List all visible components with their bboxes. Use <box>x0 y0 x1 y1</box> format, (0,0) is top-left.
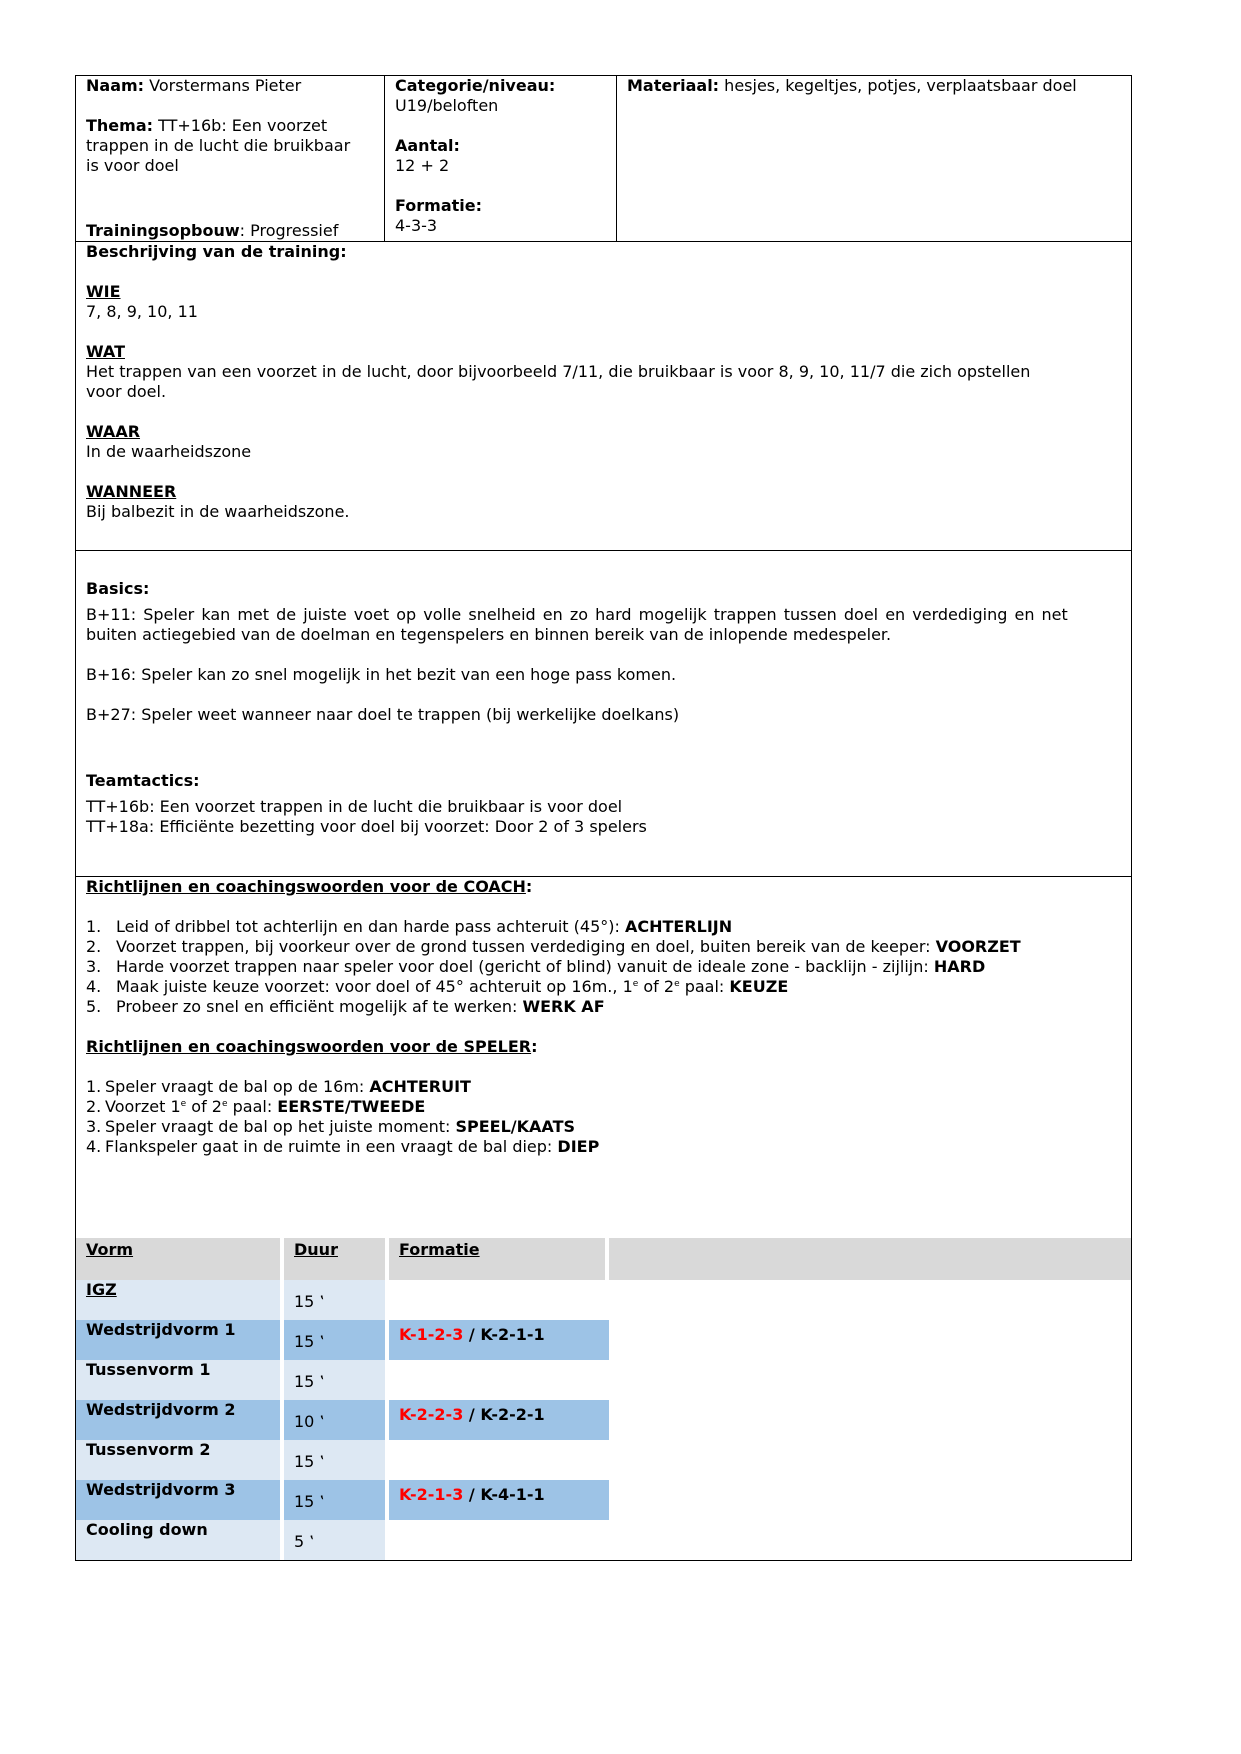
coach-item <box>86 917 1121 937</box>
superscript: e <box>632 979 639 989</box>
speler-item-keyword: EERSTE/TWEEDE <box>277 1097 426 1116</box>
coach-list <box>86 917 1121 1017</box>
formatie-label: Formatie: <box>395 196 483 215</box>
waar-value: In de waarheidszone <box>86 442 252 461</box>
schedule-header-formatie <box>389 1238 609 1280</box>
categorie-label: Categorie/niveau: <box>395 76 556 95</box>
tt18a-text: TT+18a: Efficiënte bezetting voor doel bij voorzet: Door 2 of 3 spelers <box>86 817 647 836</box>
coach-item-number: 3. <box>86 957 102 976</box>
coach-item-number: 1. <box>86 917 102 936</box>
duur-value: 15 ‛ <box>294 1292 325 1311</box>
schedule-header-row <box>76 1238 1131 1280</box>
schedule-header-duur <box>284 1238 389 1280</box>
b27-text: B+27: Speler weet wanneer naar doel te trappen (bij werkelijke doelkans) <box>86 705 680 724</box>
vorm-cell <box>76 1400 284 1440</box>
header-label: Vorm <box>86 1240 134 1259</box>
speler-item <box>86 1077 1121 1097</box>
superscript: e <box>180 1099 187 1109</box>
speler-item-text: Speler vraagt de bal op het juiste moment: <box>105 1117 456 1136</box>
duur-cell <box>284 1360 389 1400</box>
empty-cell <box>609 1440 1131 1480</box>
speler-item-number: 2. <box>86 1097 102 1116</box>
formatie-black: K-2-2-1 <box>480 1405 545 1424</box>
coach-item-keyword: KEUZE <box>729 977 789 996</box>
beschrijving-section <box>76 242 1131 551</box>
header-row <box>76 76 1131 242</box>
formatie-cell <box>389 1440 609 1480</box>
duur-value: 5 ‛ <box>294 1532 315 1551</box>
duur-cell <box>284 1440 389 1480</box>
coach-item-text: of 2 <box>638 977 675 996</box>
coach-title: Richtlijnen en coachingswoorden voor de COACH <box>86 877 526 896</box>
vorm-label: Cooling down <box>86 1520 208 1539</box>
coach-item-text: paal: <box>679 977 730 996</box>
formatie-black: K-2-1-1 <box>480 1325 545 1344</box>
vorm-cell <box>76 1520 284 1560</box>
coach-item-number: 5. <box>86 997 102 1016</box>
basics-section <box>76 551 1131 877</box>
table-row <box>76 1280 1131 1320</box>
header-cell-materiaal <box>617 76 1131 241</box>
b16-text: B+16: Speler kan zo snel mogelijk in het bezit van een hoge pass komen. <box>86 665 677 684</box>
speler-item-number: 4. <box>86 1137 102 1156</box>
formatie-cell <box>389 1480 609 1520</box>
categorie-value: U19/beloften <box>395 96 499 115</box>
speler-item <box>86 1137 1121 1157</box>
formatie-black: K-4-1-1 <box>480 1485 545 1504</box>
vorm-label: Wedstrijdvorm 2 <box>86 1400 236 1419</box>
header-cell-categorie <box>385 76 617 241</box>
table-row <box>76 1520 1131 1560</box>
schedule-header-vorm <box>76 1238 284 1280</box>
header-label: Duur <box>294 1240 338 1259</box>
coach-item <box>86 977 1121 997</box>
speler-list <box>86 1077 1121 1157</box>
coach-item-keyword: VOORZET <box>935 937 1021 956</box>
formatie-cell <box>389 1360 609 1400</box>
schedule-table <box>76 1238 1131 1560</box>
speler-item <box>86 1117 1121 1137</box>
formatie-cell <box>389 1280 609 1320</box>
coach-item-number: 2. <box>86 937 102 956</box>
speler-item-text: paal: <box>227 1097 278 1116</box>
coach-item-keyword: ACHTERLIJN <box>624 917 733 936</box>
duur-value: 15 ‛ <box>294 1492 325 1511</box>
speler-item-text: Voorzet 1 <box>105 1097 181 1116</box>
formatie-cell <box>389 1520 609 1560</box>
thema-label: Thema: <box>86 116 154 135</box>
wanneer-label: WANNEER <box>86 482 177 501</box>
duur-cell <box>284 1280 389 1320</box>
coach-item-text: Maak juiste keuze voorzet: voor doel of 45° achteruit op 16m., 1 <box>116 977 633 996</box>
coach-item-text: Harde voorzet trappen naar speler voor doel (gericht of blind) vanuit de ideale zone - backlijn - zijlijn: <box>116 957 934 976</box>
speler-item-text: of 2 <box>186 1097 222 1116</box>
naam-value: Vorstermans Pieter <box>149 76 302 95</box>
thema-line1: TT+16b: Een voorzet <box>158 116 328 135</box>
duur-value: 15 ‛ <box>294 1372 325 1391</box>
header-label: Formatie <box>399 1240 480 1259</box>
table-row <box>76 1400 1131 1440</box>
richtlijnen-section <box>76 877 1131 1238</box>
coach-item <box>86 997 1121 1017</box>
vorm-label: IGZ <box>86 1280 117 1299</box>
aantal-label: Aantal: <box>395 136 460 155</box>
coach-item-number: 4. <box>86 977 102 996</box>
teamtactics-title: Teamtactics: <box>86 771 200 790</box>
speler-title-colon: : <box>531 1037 538 1056</box>
coach-item-text: Leid of dribbel tot achterlijn en dan harde pass achteruit (45°): <box>116 917 625 936</box>
beschrijving-title: Beschrijving van de training: <box>86 242 347 261</box>
formatie-cell <box>389 1320 609 1360</box>
duur-value: 15 ‛ <box>294 1452 325 1471</box>
speler-item <box>86 1097 1121 1117</box>
aantal-value: 12 + 2 <box>395 156 450 175</box>
basics-title: Basics: <box>86 579 150 598</box>
tt16b-text: TT+16b: Een voorzet trappen in de lucht die bruikbaar is voor doel <box>86 797 623 816</box>
empty-cell <box>609 1360 1131 1400</box>
vorm-label: Tussenvorm 2 <box>86 1440 211 1459</box>
wanneer-value: Bij balbezit in de waarheidszone. <box>86 502 350 521</box>
opbouw-label: Trainingsopbouw <box>86 221 240 240</box>
empty-cell <box>609 1480 1131 1520</box>
coach-item <box>86 937 1121 957</box>
formatie-cell <box>389 1400 609 1440</box>
b11-line2: buiten actiegebied van de doelman en tegenspelers en binnen bereik van de inlopende medespeler. <box>86 625 892 644</box>
table-row <box>76 1320 1131 1360</box>
speler-item-number: 3. <box>86 1117 102 1136</box>
superscript: e <box>221 1099 228 1109</box>
thema-line3: is voor doel <box>86 156 179 175</box>
wie-value: 7, 8, 9, 10, 11 <box>86 302 198 321</box>
wie-label: WIE <box>86 282 121 301</box>
vorm-cell <box>76 1360 284 1400</box>
coach-item-keyword: WERK AF <box>522 997 605 1016</box>
thema-line2: trappen in de lucht die bruikbaar <box>86 136 351 155</box>
table-row <box>76 1440 1131 1480</box>
schedule-header-empty <box>609 1238 1131 1280</box>
formatie-red: K-1-2-3 <box>399 1325 464 1344</box>
speler-title: Richtlijnen en coachingswoorden voor de SPELER <box>86 1037 532 1056</box>
duur-value: 15 ‛ <box>294 1332 325 1351</box>
speler-item-keyword: ACHTERUIT <box>369 1077 471 1096</box>
empty-cell <box>609 1520 1131 1560</box>
formatie-separator: / <box>463 1405 481 1424</box>
speler-item-keyword: SPEEL/KAATS <box>455 1117 576 1136</box>
speler-item-text: Flankspeler gaat in de ruimte in een vraagt de bal diep: <box>105 1137 558 1156</box>
waar-label: WAAR <box>86 422 141 441</box>
vorm-label: Wedstrijdvorm 1 <box>86 1320 236 1339</box>
superscript: e <box>674 979 680 989</box>
wat-label: WAT <box>86 342 125 361</box>
empty-cell <box>609 1280 1131 1320</box>
empty-cell <box>609 1400 1131 1440</box>
speler-item-number: 1. <box>86 1077 102 1096</box>
duur-cell <box>284 1520 389 1560</box>
training-sheet <box>75 75 1132 1561</box>
wat-line2: voor doel. <box>86 382 167 401</box>
wat-line1: Het trappen van een voorzet in de lucht, door bijvoorbeeld 7/11, die bruikbaar is voor 8, 9, 10, 11/7 die zich opstellen <box>86 362 1031 381</box>
coach-item-text: Probeer zo snel en efficiënt mogelijk af te werken: <box>116 997 523 1016</box>
header-cell-naam <box>76 76 385 241</box>
coach-item <box>86 957 1121 977</box>
materiaal-label: Materiaal: <box>627 76 720 95</box>
formatie-separator: / <box>463 1485 481 1504</box>
naam-label: Naam: <box>86 76 145 95</box>
formatie-red: K-2-2-3 <box>399 1405 464 1424</box>
speler-item-text: Speler vraagt de bal op de 16m: <box>105 1077 370 1096</box>
coach-item-text: Voorzet trappen, bij voorkeur over de grond tussen verdediging en doel, buiten bereik van de keeper: <box>116 937 936 956</box>
vorm-label: Tussenvorm 1 <box>86 1360 211 1379</box>
vorm-cell <box>76 1280 284 1320</box>
speler-item-keyword: DIEP <box>557 1137 600 1156</box>
table-row <box>76 1480 1131 1520</box>
vorm-cell <box>76 1440 284 1480</box>
formatie-value: 4-3-3 <box>395 216 438 235</box>
duur-cell <box>284 1480 389 1520</box>
materiaal-value: hesjes, kegeltjes, potjes, verplaatsbaar doel <box>724 76 1077 95</box>
coach-item-keyword: HARD <box>933 957 986 976</box>
vorm-label: Wedstrijdvorm 3 <box>86 1480 236 1499</box>
vorm-cell <box>76 1320 284 1360</box>
duur-cell <box>284 1320 389 1360</box>
duur-cell <box>284 1400 389 1440</box>
coach-title-colon: : <box>525 877 533 896</box>
b11-line1: B+11: Speler kan met de juiste voet op volle snelheid en zo hard mogelijk trappen tussen doel en verdediging en net <box>86 605 1068 624</box>
duur-value: 10 ‛ <box>294 1412 325 1431</box>
formatie-separator: / <box>463 1325 481 1344</box>
table-row <box>76 1360 1131 1400</box>
opbouw-value: : Progressief <box>239 221 339 240</box>
empty-cell <box>609 1320 1131 1360</box>
formatie-red: K-2-1-3 <box>399 1485 464 1504</box>
vorm-cell <box>76 1480 284 1520</box>
